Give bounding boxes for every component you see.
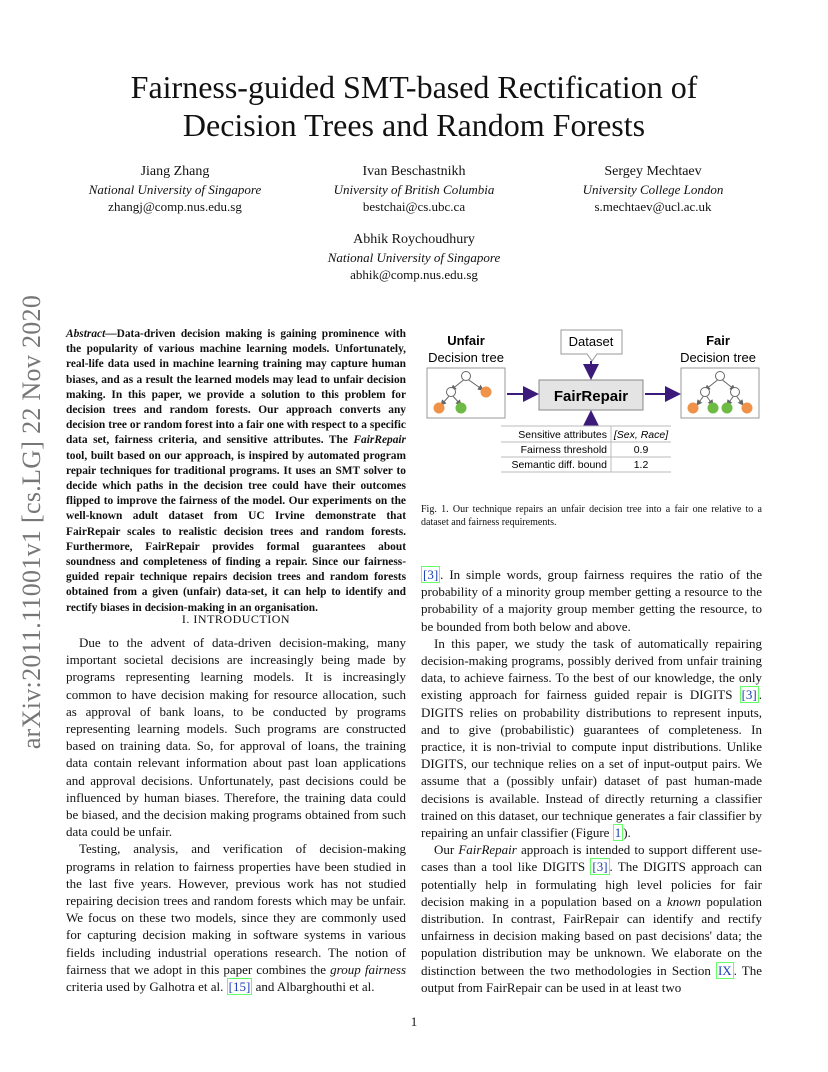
paragraph: Our FairRepair approach is intended to support different use-cases than a tool like DIGITS [3] . The DIGITS approach can potentially help in formulating high level policies for fair decision making in a population based on a known population distribution. In contrast, FairRepair can identify and rectify unfairness in decision making based on past decisions' data; the population distribution may be unknown. We elaborate on the distinction between the two methodologies in Section IX . The output from FairRepair can be used in at least two [421, 842, 763, 995]
fairrepair-label: FairRepair [553, 388, 629, 405]
unfair-subtitle: Decision tree [428, 350, 504, 365]
author-2: Ivan Beschastnikh University of British Columbia bestchai@cs.ubc.ca [333, 164, 495, 214]
paragraph: [3] . In simple words, group fairness requires the ratio of the probability of a minority group member getting a resource to the probability of a majority group member getting the resource, to be bounded from both below and above. [421, 567, 762, 634]
left-column [66, 634, 406, 995]
fair-subtitle: Decision tree [680, 350, 756, 365]
param-value: 0.9 [633, 444, 649, 456]
paragraph: In this paper, we study the task of automatically repairing decision-making programs, possibly derived from unfair training data, to achieve fairness. To the best of our knowledge, the only existing approach for fairness guided repair is DIGITS [3] . DIGITS relies on probability distributions to represent inputs, and to give (probabilistic) guarantees of completeness. In practice, it is non-trivial to compute input distributions. Unlike DIGITS, our technique relies on a set of input-output pairs. We assume that a (possibly unfair) dataset of past human-made decisions is available. Instead of directly returning a classifier trained on this dataset, our technique generates a fair classifier by repairing an unfair classifier (Figure 1 ). [421, 635, 762, 841]
author-4: Abhik Roychoudhury National University of Singapore abhik@comp.nus.edu.sg [327, 232, 501, 282]
param-key: Fairness threshold [520, 444, 607, 456]
citation-link[interactable]: [3] [741, 687, 757, 703]
citation-link[interactable]: [3] [592, 859, 608, 875]
authors-row [60, 163, 768, 215]
param-value: 1.2 [633, 459, 649, 471]
arxiv-side-label: arXiv:2011.11001v1 [cs.LG] 22 Nov 2020 [17, 294, 46, 750]
dataset-label: Dataset [568, 334, 614, 349]
figure-caption: Fig. 1. Our technique repairs an unfair decision tree into a fair one relative to a dataset and fairness requirements. [421, 504, 762, 528]
param-key: Sensitive attributes [518, 429, 607, 441]
citation-link[interactable]: [3] [423, 567, 439, 582]
section-heading: I. INTRODUCTION [181, 612, 291, 626]
abstract: Abstract—Data-driven decision making is gaining prominence with the popularity of various machine learning models. Unfortunately, real-life data used in machine learning training may capture human biases, and as a result the learned models may lead to unfair decision making. In this paper, we provide a solution to this problem for decision trees and random forests. Our approach converts any decision tree or random forest into a fair one with respect to a specific data set, fairness criteria, and sensitive attributes. The FairRepair tool, built based on our approach, is inspired by automated program repair techniques for traditional programs. It uses an SMT solver to decide which paths in the decision tree could have their outcomes flipped to improve the fairness of the model. Our experiments on the well-known adult dataset from UC Irvine demonstrate that FairRepair scales to realistic decision trees and random forests. Furthermore, FairRepair provides formal guarantees about soundness and completeness of finding a repair. Since our fairness-guided repair technique repairs decision trees and random forests obtained from a given (unfair) data-set, it can help to identify and rectify biases in decision-making in an organisation. [66, 328, 406, 614]
right-column [421, 566, 762, 996]
citation-link[interactable]: [15] [228, 979, 251, 995]
author-1: Jiang Zhang National University of Singapore zhangj@comp.nus.edu.sg [88, 164, 262, 214]
section-link[interactable]: IX [717, 962, 732, 978]
param-key: Semantic diff. bound [511, 459, 607, 471]
author-3: Sergey Mechtaev University College London s.mechtaev@ucl.ac.uk [582, 164, 724, 214]
paragraph: Testing, analysis, and verification of decision-making programs in relation to fairness properties have been studied in the last five years. However, previous work has not studied repairing decision trees and random forests which may be unfair. We focus on these two models, since they are commonly used for capturing decision making in software systems in various fields including industrial operations research. The notion of fairness that we adopt in this paper combines the group fairness criteria used by Galhotra et al. [15] and Albarghouthi et al. [66, 841, 407, 995]
paper-title: Fairness-guided SMT-based Rectification of Decision Trees and Random Forests [130, 69, 698, 143]
param-value: [Sex, Race] [613, 429, 669, 441]
page-number: 1 [410, 1014, 418, 1029]
unfair-title: Unfair [447, 333, 485, 348]
paragraph: Due to the advent of data-driven decision-making, many important societal decisions are increasingly being made by programs representing learning models. It is increasingly common to have decision making for resource allocation, such as approval of bank loans, to be conducted by programs representing learning models. Such programs are constructed based on training data. So, for approval of loans, the training data contain relevant information about past loan applications and approval decisions. Unfortunately, past decisions could be influenced by human biases. Therefore, the training data could be biased, and the decision making programs obtained from such data could be unfair. [66, 635, 406, 840]
figure-1 [421, 328, 766, 478]
figure-link[interactable]: 1 [614, 825, 622, 841]
fair-title: Fair [706, 333, 730, 348]
